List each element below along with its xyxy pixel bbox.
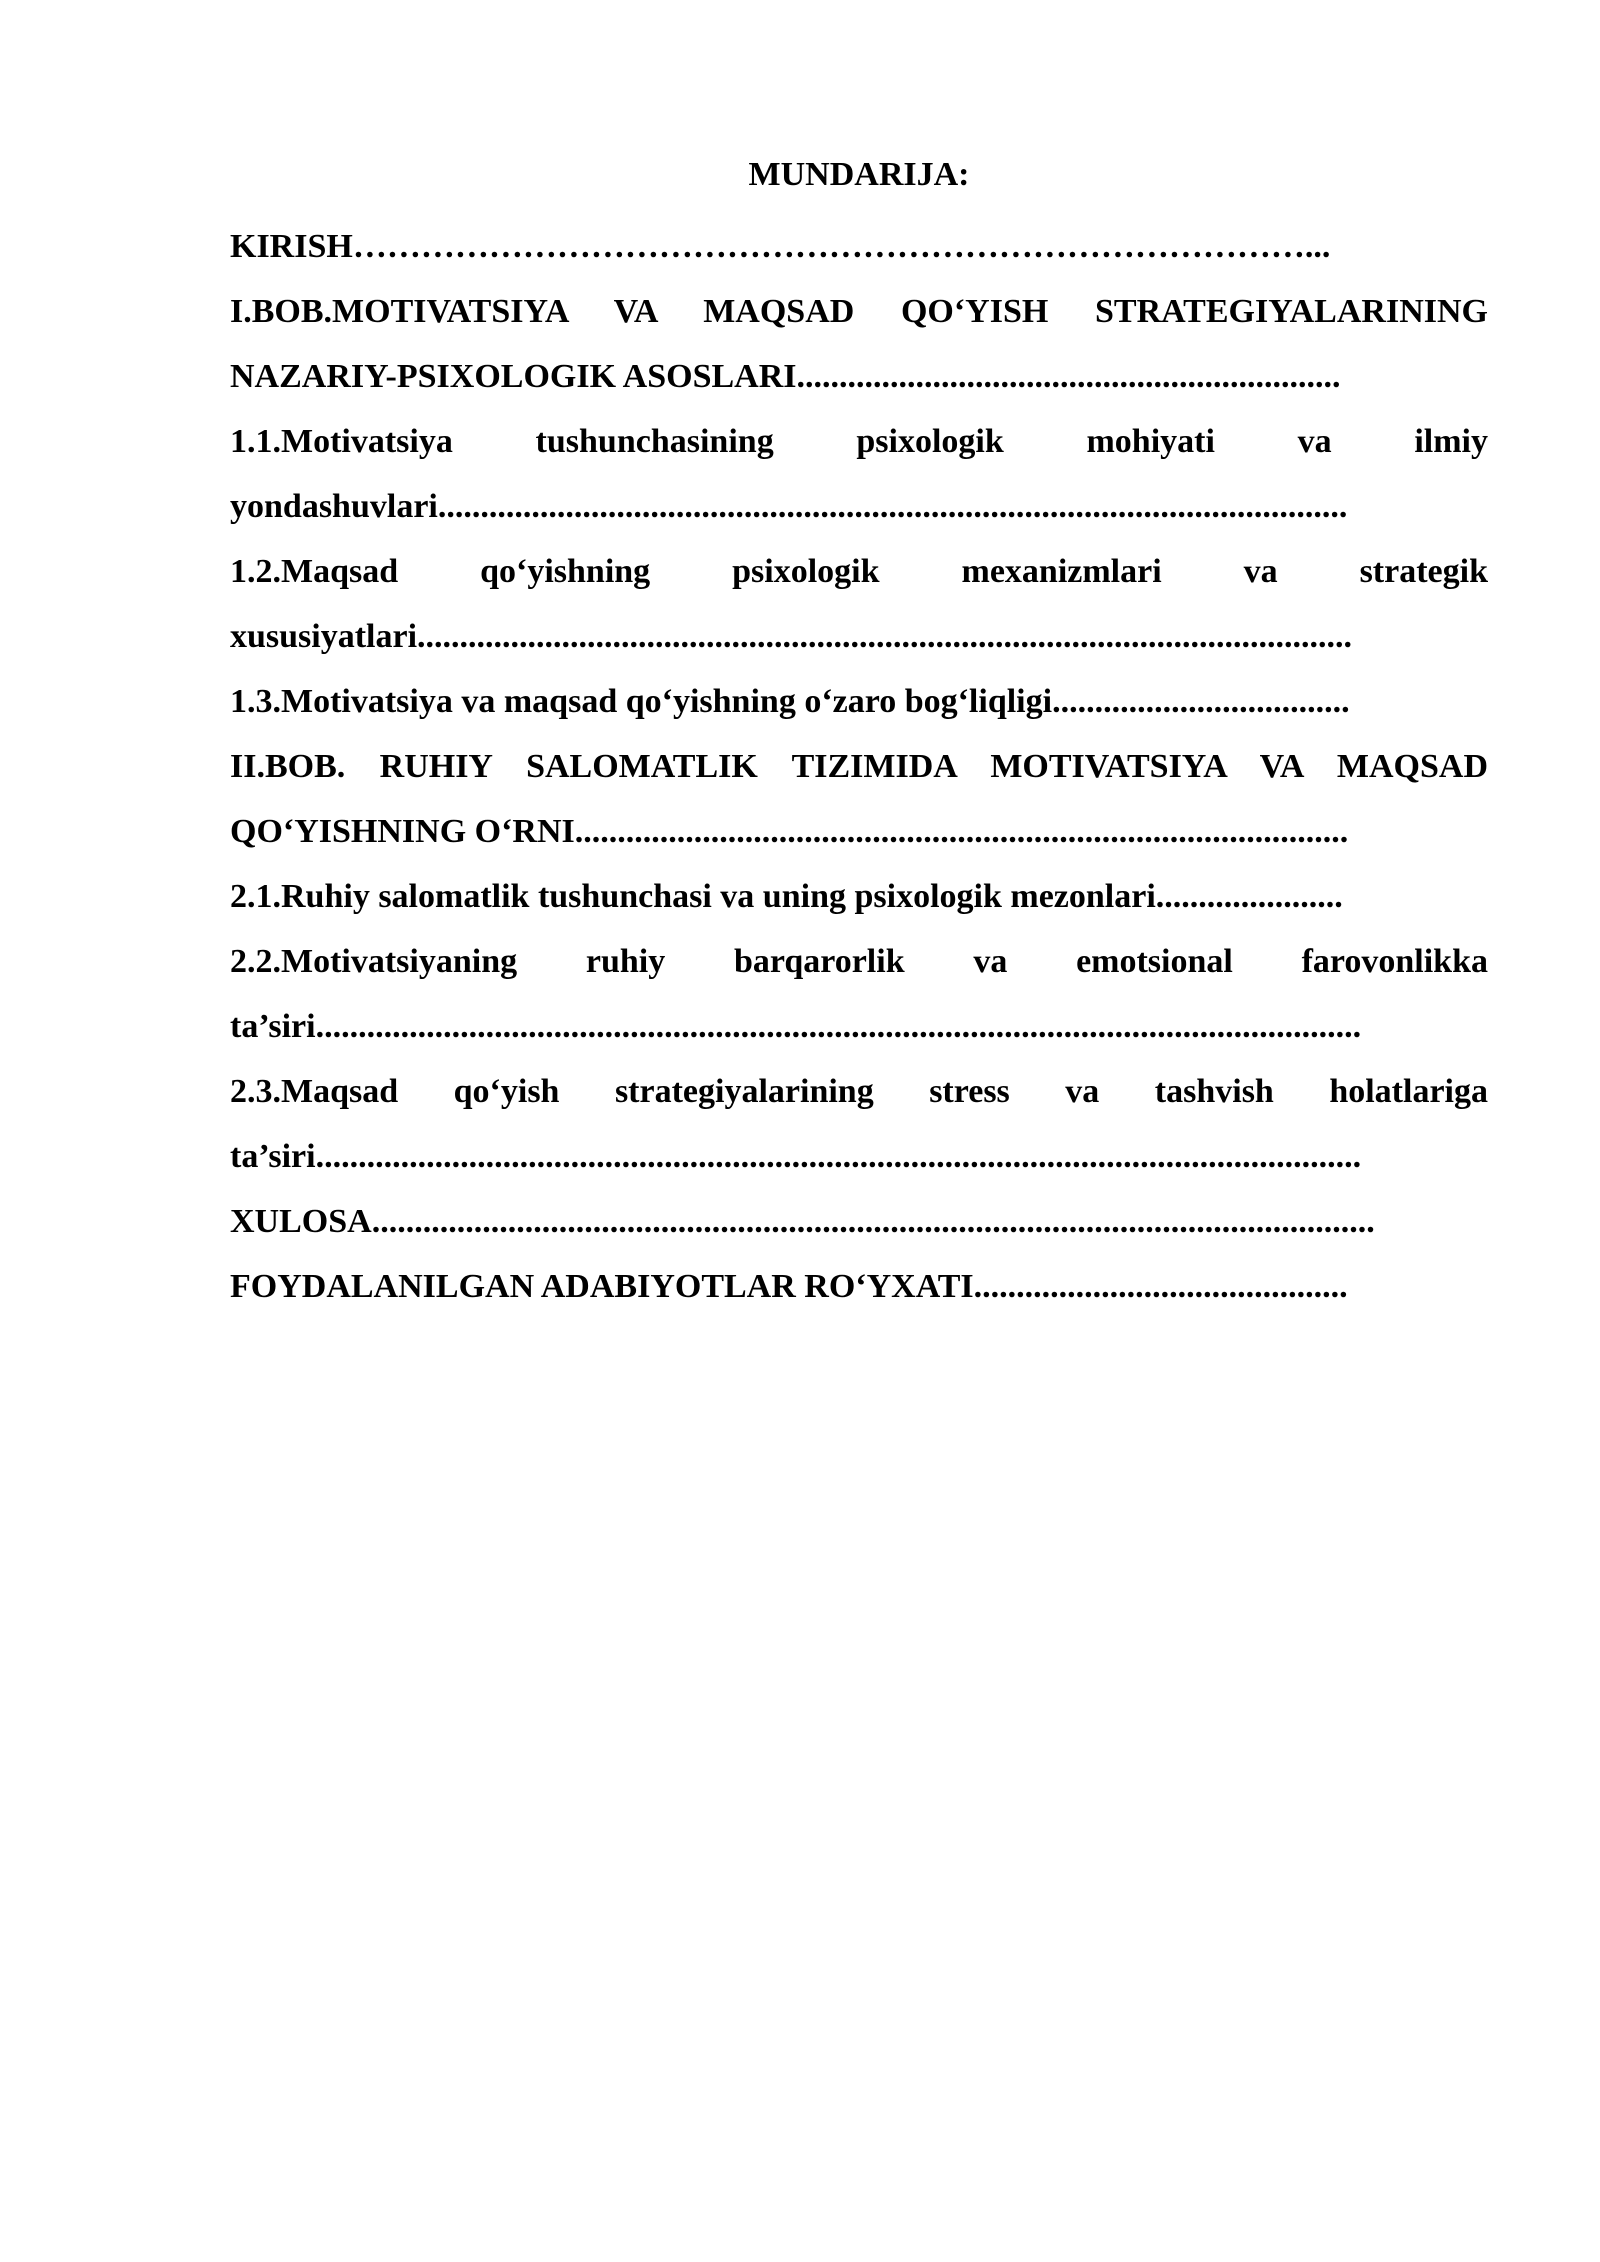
toc-entry-section-1-3: 1.3.Motivatsiya va maqsad qo‘yishning o‘zaro bog‘liqligi................................... (230, 683, 1350, 720)
toc-entry-section-1-1-cont: yondashuvlari........................................................................................................... (230, 488, 1348, 525)
toc-entry-section-1-1: 1.1.Motivatsiya tushunchasining psixologik mohiyati va ilmiy (230, 423, 1488, 460)
table-of-contents (230, 150, 1488, 1319)
toc-entry-section-2-1: 2.1.Ruhiy salomatlik tushunchasi va uning psixologik mezonlari...................... (230, 878, 1343, 915)
toc-entry-section-2-2: 2.2.Motivatsiyaning ruhiy barqarorlik va emotsional farovonlikka (230, 943, 1488, 980)
toc-entry-chapter-2-title: II.BOB. RUHIY SALOMATLIK TIZIMIDA MOTIVATSIYA VA MAQSAD (230, 748, 1488, 785)
toc-entry-section-2-2-cont: ta’siri........................................................................................................................... (230, 1008, 1362, 1045)
toc-entry-kirish: KIRISH…………………………………………………………………………... (230, 228, 1331, 265)
toc-entry-section-2-3-cont: ta’siri........................................................................................................................... (230, 1138, 1362, 1175)
toc-entry-references: FOYDALANILGAN ADABIYOTLAR RO‘YXATI............................................ (230, 1268, 1348, 1305)
toc-title: MUNDARIJA: (748, 156, 970, 193)
toc-entry-chapter-1-title: I.BOB.MOTIVATSIYA VA MAQSAD QO‘YISH STRATEGIYALARINING (230, 293, 1488, 330)
toc-entry-section-1-2: 1.2.Maqsad qo‘yishning psixologik mexanizmlari va strategik (230, 553, 1488, 590)
toc-entry-chapter-2-title-cont: QO‘YISHNING O‘RNI........................................................................................... (230, 813, 1349, 850)
toc-entry-xulosa: XULOSA...................................................................................................................... (230, 1203, 1375, 1240)
toc-entry-section-1-2-cont: xususiyatlari.............................................................................................................. (230, 618, 1353, 655)
toc-entry-section-2-3: 2.3.Maqsad qo‘yish strategiyalarining stress va tashvish holatlariga (230, 1073, 1488, 1110)
toc-entry-chapter-1-title-cont: NAZARIY-PSIXOLOGIK ASOSLARI................................................................ (230, 358, 1341, 395)
